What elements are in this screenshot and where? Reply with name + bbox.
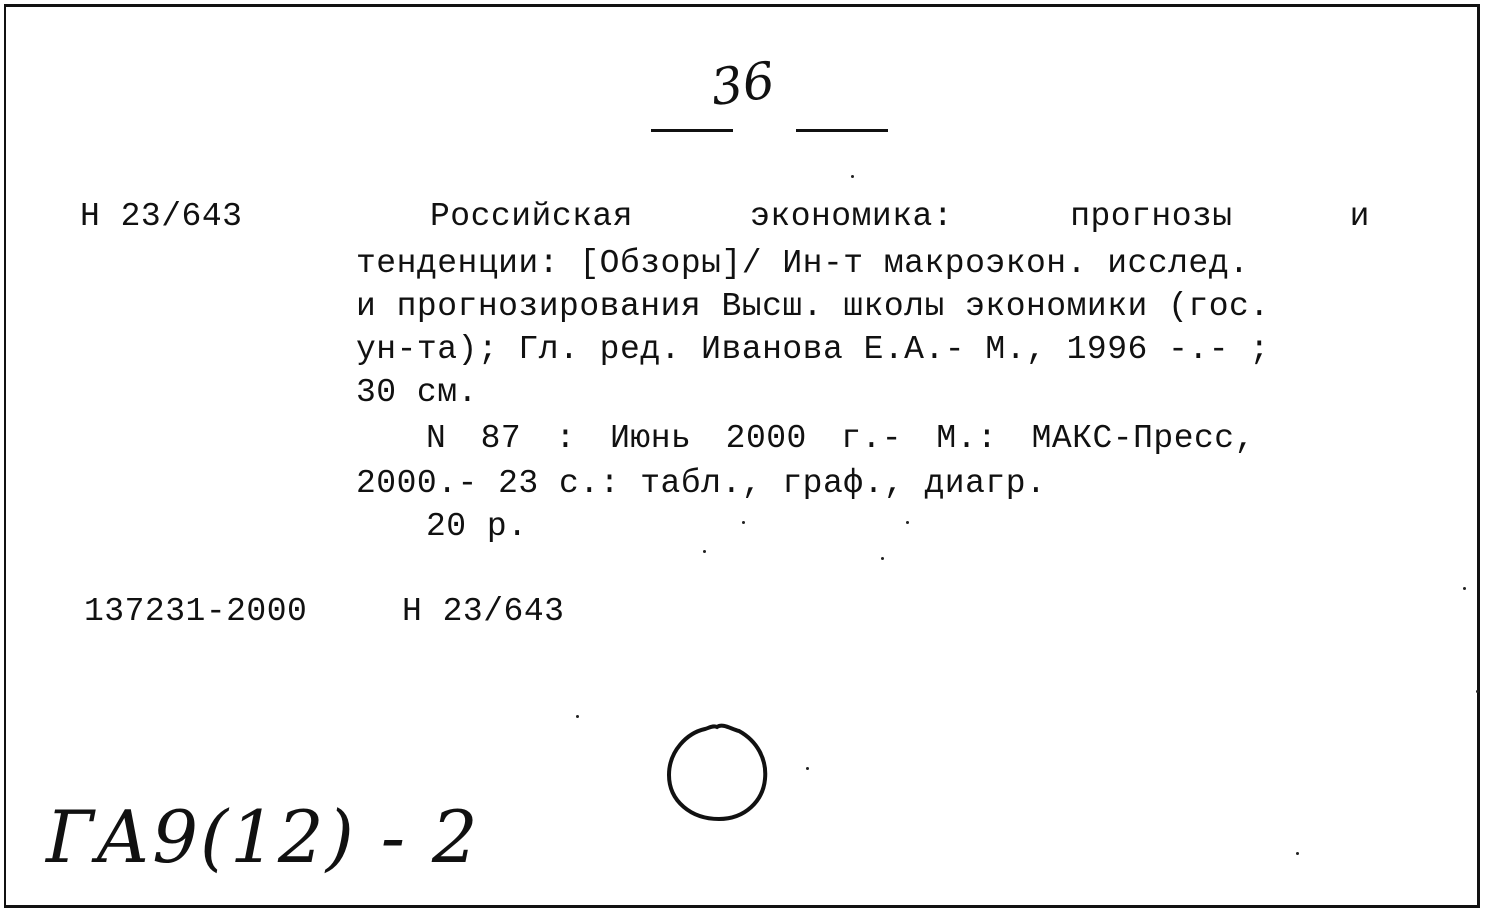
speck (851, 175, 854, 178)
description-line-2: тенденции: [Обзоры]/ Ин-т макроэкон. исслед. (356, 245, 1250, 282)
shelf-mark-bottom: Н 23/643 (402, 593, 565, 630)
speck (806, 767, 809, 770)
description-line-3: и прогнозирования Высш. школы экономики (гос. (356, 288, 1270, 325)
speck (881, 557, 884, 560)
speck (703, 550, 706, 553)
title-word: прогнозы (1070, 198, 1233, 235)
speck (1296, 852, 1299, 855)
speck (742, 521, 745, 524)
description-line-5: 30 см. (356, 374, 478, 411)
handwritten-code: ГА9(12) - 2 (46, 795, 480, 879)
punch-hole (661, 719, 773, 827)
catalog-card (4, 4, 1480, 908)
title-word: Российская (430, 198, 634, 235)
issue-line-1: N 87 : Июнь 2000 г.- М.: МАКС-Пресс, (426, 420, 1255, 457)
title-word: и (1349, 198, 1370, 235)
speck (576, 715, 579, 718)
underline-left (651, 129, 733, 132)
speck (906, 521, 909, 524)
description-line-4: ун-та); Гл. ред. Иванова Е.А.- М., 1996 -.- ; (356, 331, 1270, 368)
handwritten-page-number: 36 (707, 50, 779, 118)
issue-line-2: 2000.- 23 с.: табл., граф., диагр. (356, 465, 1047, 502)
speck (1463, 587, 1466, 590)
speck (1476, 690, 1479, 693)
accession-number: 137231-2000 (84, 593, 308, 630)
underline-right (796, 129, 888, 132)
title-word: экономика: (750, 198, 954, 235)
title-line-1 (430, 195, 1370, 238)
price: 20 р. (426, 508, 528, 545)
shelf-mark-top: Н 23/643 (80, 198, 243, 235)
